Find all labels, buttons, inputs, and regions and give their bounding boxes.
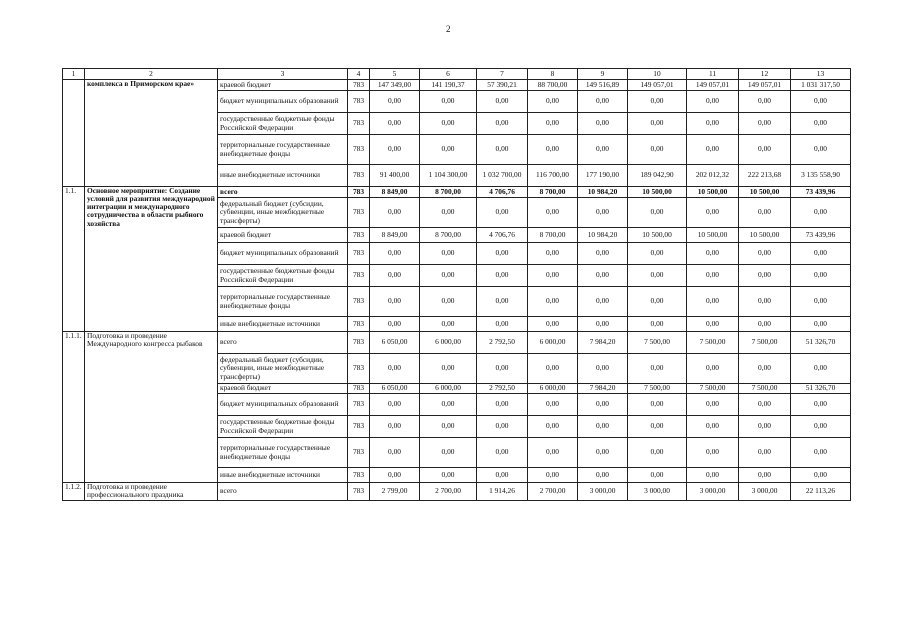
code-cell: 783 [348, 265, 370, 287]
amount-cell: 2 700,00 [528, 483, 578, 501]
column-number: 3 [218, 69, 348, 80]
amount-cell: 7 500,00 [628, 332, 687, 354]
amount-cell: 0,00 [628, 91, 687, 113]
amount-cell: 0,00 [477, 135, 528, 165]
amount-cell: 0,00 [791, 113, 851, 135]
amount-cell: 0,00 [578, 287, 628, 317]
amount-cell: 0,00 [687, 354, 739, 384]
column-number: 8 [528, 69, 578, 80]
budget-table [62, 68, 851, 501]
amount-cell: 0,00 [687, 91, 739, 113]
amount-cell: 0,00 [739, 113, 791, 135]
amount-cell: 0,00 [370, 198, 420, 228]
funding-source: федеральный бюджет (субсидии, субвенции, иные межбюджетные трансферты) [218, 198, 348, 228]
amount-cell: 0,00 [370, 468, 420, 483]
item-number: 1.1. [63, 187, 85, 332]
amount-cell: 0,00 [477, 317, 528, 332]
amount-cell: 0,00 [791, 287, 851, 317]
amount-cell: 7 984,20 [578, 384, 628, 394]
amount-cell: 0,00 [370, 416, 420, 438]
amount-cell: 0,00 [420, 198, 477, 228]
amount-cell: 0,00 [477, 198, 528, 228]
amount-cell: 1 031 317,50 [791, 80, 851, 91]
amount-cell: 10 500,00 [687, 228, 739, 243]
amount-cell: 0,00 [739, 243, 791, 265]
amount-cell: 0,00 [477, 243, 528, 265]
amount-cell: 8 849,00 [370, 187, 420, 198]
amount-cell: 73 439,96 [791, 228, 851, 243]
funding-source: иные внебюджетные источники [218, 468, 348, 483]
amount-cell: 0,00 [628, 243, 687, 265]
amount-cell: 0,00 [791, 265, 851, 287]
amount-cell: 10 500,00 [739, 187, 791, 198]
amount-cell: 8 700,00 [528, 228, 578, 243]
funding-source: всего [218, 483, 348, 501]
amount-cell: 0,00 [420, 287, 477, 317]
amount-cell: 4 706,76 [477, 228, 528, 243]
amount-cell: 149 057,01 [628, 80, 687, 91]
amount-cell: 0,00 [528, 317, 578, 332]
amount-cell: 0,00 [370, 243, 420, 265]
amount-cell: 0,00 [628, 468, 687, 483]
funding-source: бюджет муниципальных образований [218, 243, 348, 265]
amount-cell: 0,00 [420, 113, 477, 135]
funding-source: территориальные государственные внебюджетные фонды [218, 287, 348, 317]
amount-cell: 202 012,32 [687, 165, 739, 187]
amount-cell: 0,00 [791, 468, 851, 483]
amount-cell: 0,00 [370, 354, 420, 384]
amount-cell: 0,00 [578, 438, 628, 468]
amount-cell: 0,00 [687, 287, 739, 317]
column-number: 11 [687, 69, 739, 80]
amount-cell: 0,00 [528, 198, 578, 228]
amount-cell: 7 500,00 [739, 332, 791, 354]
funding-source: государственные бюджетные фонды Российской Федерации [218, 416, 348, 438]
amount-cell: 0,00 [528, 416, 578, 438]
amount-cell: 0,00 [628, 317, 687, 332]
column-number: 6 [420, 69, 477, 80]
amount-cell: 0,00 [477, 91, 528, 113]
amount-cell: 0,00 [739, 438, 791, 468]
funding-source: всего [218, 187, 348, 198]
code-cell: 783 [348, 416, 370, 438]
funding-source: иные внебюджетные источники [218, 317, 348, 332]
column-number: 5 [370, 69, 420, 80]
amount-cell: 0,00 [628, 265, 687, 287]
amount-cell: 57 390,21 [477, 80, 528, 91]
amount-cell: 0,00 [528, 468, 578, 483]
column-number: 1 [63, 69, 85, 80]
amount-cell: 0,00 [628, 416, 687, 438]
item-name: Подготовка и проведение профессионального праздника [85, 483, 218, 501]
column-number: 13 [791, 69, 851, 80]
funding-source: краевой бюджет [218, 384, 348, 394]
amount-cell: 0,00 [687, 198, 739, 228]
amount-cell: 0,00 [687, 416, 739, 438]
amount-cell: 0,00 [420, 243, 477, 265]
amount-cell: 0,00 [528, 91, 578, 113]
amount-cell: 0,00 [578, 394, 628, 416]
item-number: 1.1.1. [63, 332, 85, 483]
amount-cell: 51 326,70 [791, 332, 851, 354]
amount-cell: 10 500,00 [628, 187, 687, 198]
amount-cell: 0,00 [739, 354, 791, 384]
amount-cell: 0,00 [687, 265, 739, 287]
amount-cell: 6 000,00 [420, 332, 477, 354]
amount-cell: 3 000,00 [578, 483, 628, 501]
amount-cell: 88 700,00 [528, 80, 578, 91]
page-number: 2 [446, 24, 451, 34]
amount-cell: 0,00 [578, 113, 628, 135]
amount-cell: 0,00 [628, 354, 687, 384]
amount-cell: 0,00 [628, 394, 687, 416]
column-number: 7 [477, 69, 528, 80]
amount-cell: 0,00 [420, 468, 477, 483]
amount-cell: 8 700,00 [420, 228, 477, 243]
amount-cell: 0,00 [477, 354, 528, 384]
code-cell: 783 [348, 243, 370, 265]
funding-source: государственные бюджетные фонды Российской Федерации [218, 265, 348, 287]
funding-source: территориальные государственные внебюджетные фонды [218, 438, 348, 468]
amount-cell: 0,00 [578, 243, 628, 265]
code-cell: 783 [348, 394, 370, 416]
code-cell: 783 [348, 468, 370, 483]
amount-cell: 149 057,01 [739, 80, 791, 91]
amount-cell: 0,00 [578, 468, 628, 483]
amount-cell: 0,00 [791, 394, 851, 416]
amount-cell: 6 050,00 [370, 332, 420, 354]
code-cell: 783 [348, 317, 370, 332]
amount-cell: 147 349,00 [370, 80, 420, 91]
amount-cell: 0,00 [628, 198, 687, 228]
amount-cell: 0,00 [687, 243, 739, 265]
amount-cell: 0,00 [578, 135, 628, 165]
amount-cell: 10 500,00 [687, 187, 739, 198]
amount-cell: 0,00 [420, 354, 477, 384]
funding-source: краевой бюджет [218, 228, 348, 243]
amount-cell: 7 500,00 [739, 384, 791, 394]
amount-cell: 0,00 [687, 468, 739, 483]
amount-cell: 2 799,00 [370, 483, 420, 501]
amount-cell: 6 050,00 [370, 384, 420, 394]
funding-source: территориальные государственные внебюджетные фонды [218, 135, 348, 165]
amount-cell: 0,00 [628, 287, 687, 317]
amount-cell: 0,00 [791, 354, 851, 384]
code-cell: 783 [348, 438, 370, 468]
amount-cell: 3 000,00 [687, 483, 739, 501]
amount-cell: 0,00 [687, 438, 739, 468]
amount-cell: 2 792,50 [477, 332, 528, 354]
amount-cell: 0,00 [370, 265, 420, 287]
code-cell: 783 [348, 354, 370, 384]
item-name: комплекса в Приморском крае» [85, 80, 218, 187]
amount-cell: 0,00 [370, 113, 420, 135]
amount-cell: 0,00 [370, 135, 420, 165]
amount-cell: 0,00 [739, 287, 791, 317]
amount-cell: 0,00 [477, 287, 528, 317]
amount-cell: 0,00 [477, 265, 528, 287]
table-row [63, 80, 851, 91]
amount-cell: 0,00 [739, 317, 791, 332]
amount-cell: 91 400,00 [370, 165, 420, 187]
amount-cell: 51 326,70 [791, 384, 851, 394]
amount-cell: 10 500,00 [628, 228, 687, 243]
amount-cell: 0,00 [578, 416, 628, 438]
code-cell: 783 [348, 91, 370, 113]
table-row [63, 332, 851, 354]
amount-cell: 0,00 [791, 317, 851, 332]
amount-cell: 2 792,50 [477, 384, 528, 394]
funding-source: государственные бюджетные фонды Российской Федерации [218, 113, 348, 135]
amount-cell: 0,00 [420, 416, 477, 438]
code-cell: 783 [348, 80, 370, 91]
amount-cell: 10 984,20 [578, 228, 628, 243]
amount-cell: 0,00 [528, 265, 578, 287]
amount-cell: 0,00 [739, 198, 791, 228]
code-cell: 783 [348, 384, 370, 394]
code-cell: 783 [348, 187, 370, 198]
amount-cell: 0,00 [420, 317, 477, 332]
amount-cell: 0,00 [791, 135, 851, 165]
amount-cell: 1 914,26 [477, 483, 528, 501]
code-cell: 783 [348, 332, 370, 354]
funding-source: краевой бюджет [218, 80, 348, 91]
funding-source: бюджет муниципальных образований [218, 394, 348, 416]
amount-cell: 0,00 [687, 135, 739, 165]
amount-cell: 8 849,00 [370, 228, 420, 243]
amount-cell: 0,00 [370, 394, 420, 416]
amount-cell: 0,00 [370, 438, 420, 468]
funding-source: бюджет муниципальных образований [218, 91, 348, 113]
amount-cell: 3 000,00 [739, 483, 791, 501]
amount-cell: 7 500,00 [687, 332, 739, 354]
amount-cell: 0,00 [528, 287, 578, 317]
column-number: 12 [739, 69, 791, 80]
amount-cell: 0,00 [687, 317, 739, 332]
code-cell: 783 [348, 165, 370, 187]
amount-cell: 0,00 [477, 394, 528, 416]
amount-cell: 22 113,26 [791, 483, 851, 501]
amount-cell: 0,00 [739, 468, 791, 483]
amount-cell: 4 706,76 [477, 187, 528, 198]
amount-cell: 7 984,20 [578, 332, 628, 354]
amount-cell: 7 500,00 [628, 384, 687, 394]
amount-cell: 0,00 [791, 438, 851, 468]
amount-cell: 177 190,00 [578, 165, 628, 187]
table-row [63, 187, 851, 198]
amount-cell: 0,00 [420, 438, 477, 468]
amount-cell: 0,00 [420, 394, 477, 416]
amount-cell: 0,00 [628, 438, 687, 468]
table-row [63, 483, 851, 501]
column-number-row [63, 69, 851, 80]
amount-cell: 0,00 [528, 438, 578, 468]
amount-cell: 141 190,37 [420, 80, 477, 91]
amount-cell: 0,00 [477, 468, 528, 483]
amount-cell: 0,00 [791, 416, 851, 438]
item-number: 1.1.2. [63, 483, 85, 501]
amount-cell: 149 057,01 [687, 80, 739, 91]
amount-cell: 0,00 [578, 265, 628, 287]
funding-source: иные внебюджетные источники [218, 165, 348, 187]
amount-cell: 6 000,00 [420, 384, 477, 394]
amount-cell: 0,00 [420, 265, 477, 287]
amount-cell: 0,00 [739, 394, 791, 416]
amount-cell: 0,00 [739, 416, 791, 438]
amount-cell: 1 032 700,00 [477, 165, 528, 187]
amount-cell: 0,00 [528, 243, 578, 265]
amount-cell: 0,00 [477, 438, 528, 468]
amount-cell: 0,00 [739, 265, 791, 287]
amount-cell: 0,00 [739, 91, 791, 113]
amount-cell: 1 104 300,00 [420, 165, 477, 187]
amount-cell: 0,00 [477, 416, 528, 438]
amount-cell: 0,00 [628, 113, 687, 135]
amount-cell: 6 000,00 [528, 384, 578, 394]
item-number [63, 80, 85, 187]
amount-cell: 189 042,90 [628, 165, 687, 187]
amount-cell: 0,00 [528, 113, 578, 135]
code-cell: 783 [348, 135, 370, 165]
amount-cell: 0,00 [791, 198, 851, 228]
item-name: Подготовка и проведение Международного конгресса рыбаков [85, 332, 218, 483]
amount-cell: 0,00 [420, 91, 477, 113]
funding-source: всего [218, 332, 348, 354]
amount-cell: 0,00 [420, 135, 477, 165]
code-cell: 783 [348, 287, 370, 317]
amount-cell: 8 700,00 [528, 187, 578, 198]
amount-cell: 0,00 [528, 354, 578, 384]
amount-cell: 0,00 [578, 354, 628, 384]
amount-cell: 0,00 [628, 135, 687, 165]
amount-cell: 222 213,68 [739, 165, 791, 187]
amount-cell: 0,00 [370, 317, 420, 332]
amount-cell: 3 000,00 [628, 483, 687, 501]
amount-cell: 8 700,00 [420, 187, 477, 198]
amount-cell: 10 500,00 [739, 228, 791, 243]
amount-cell: 0,00 [791, 91, 851, 113]
code-cell: 783 [348, 228, 370, 243]
amount-cell: 0,00 [528, 135, 578, 165]
amount-cell: 149 516,89 [578, 80, 628, 91]
column-number: 10 [628, 69, 687, 80]
amount-cell: 0,00 [739, 135, 791, 165]
amount-cell: 0,00 [791, 243, 851, 265]
amount-cell: 7 500,00 [687, 384, 739, 394]
amount-cell: 0,00 [687, 394, 739, 416]
amount-cell: 73 439,96 [791, 187, 851, 198]
amount-cell: 0,00 [578, 198, 628, 228]
amount-cell: 0,00 [578, 91, 628, 113]
amount-cell: 10 984,20 [578, 187, 628, 198]
column-number: 9 [578, 69, 628, 80]
code-cell: 783 [348, 113, 370, 135]
amount-cell: 2 700,00 [420, 483, 477, 501]
amount-cell: 3 135 558,90 [791, 165, 851, 187]
code-cell: 783 [348, 198, 370, 228]
column-number: 4 [348, 69, 370, 80]
code-cell: 783 [348, 483, 370, 501]
amount-cell: 0,00 [687, 113, 739, 135]
amount-cell: 0,00 [370, 91, 420, 113]
funding-source: федеральный бюджет (субсидии, субвенции, иные межбюджетные трансферты) [218, 354, 348, 384]
item-name: Основное мероприятие: Создание условий для развития международной интеграции и международного сотрудничества в области рыбного хозяйства [85, 187, 218, 332]
amount-cell: 6 000,00 [528, 332, 578, 354]
amount-cell: 0,00 [370, 287, 420, 317]
amount-cell: 0,00 [528, 394, 578, 416]
amount-cell: 0,00 [578, 317, 628, 332]
column-number: 2 [85, 69, 218, 80]
amount-cell: 0,00 [477, 113, 528, 135]
amount-cell: 116 700,00 [528, 165, 578, 187]
